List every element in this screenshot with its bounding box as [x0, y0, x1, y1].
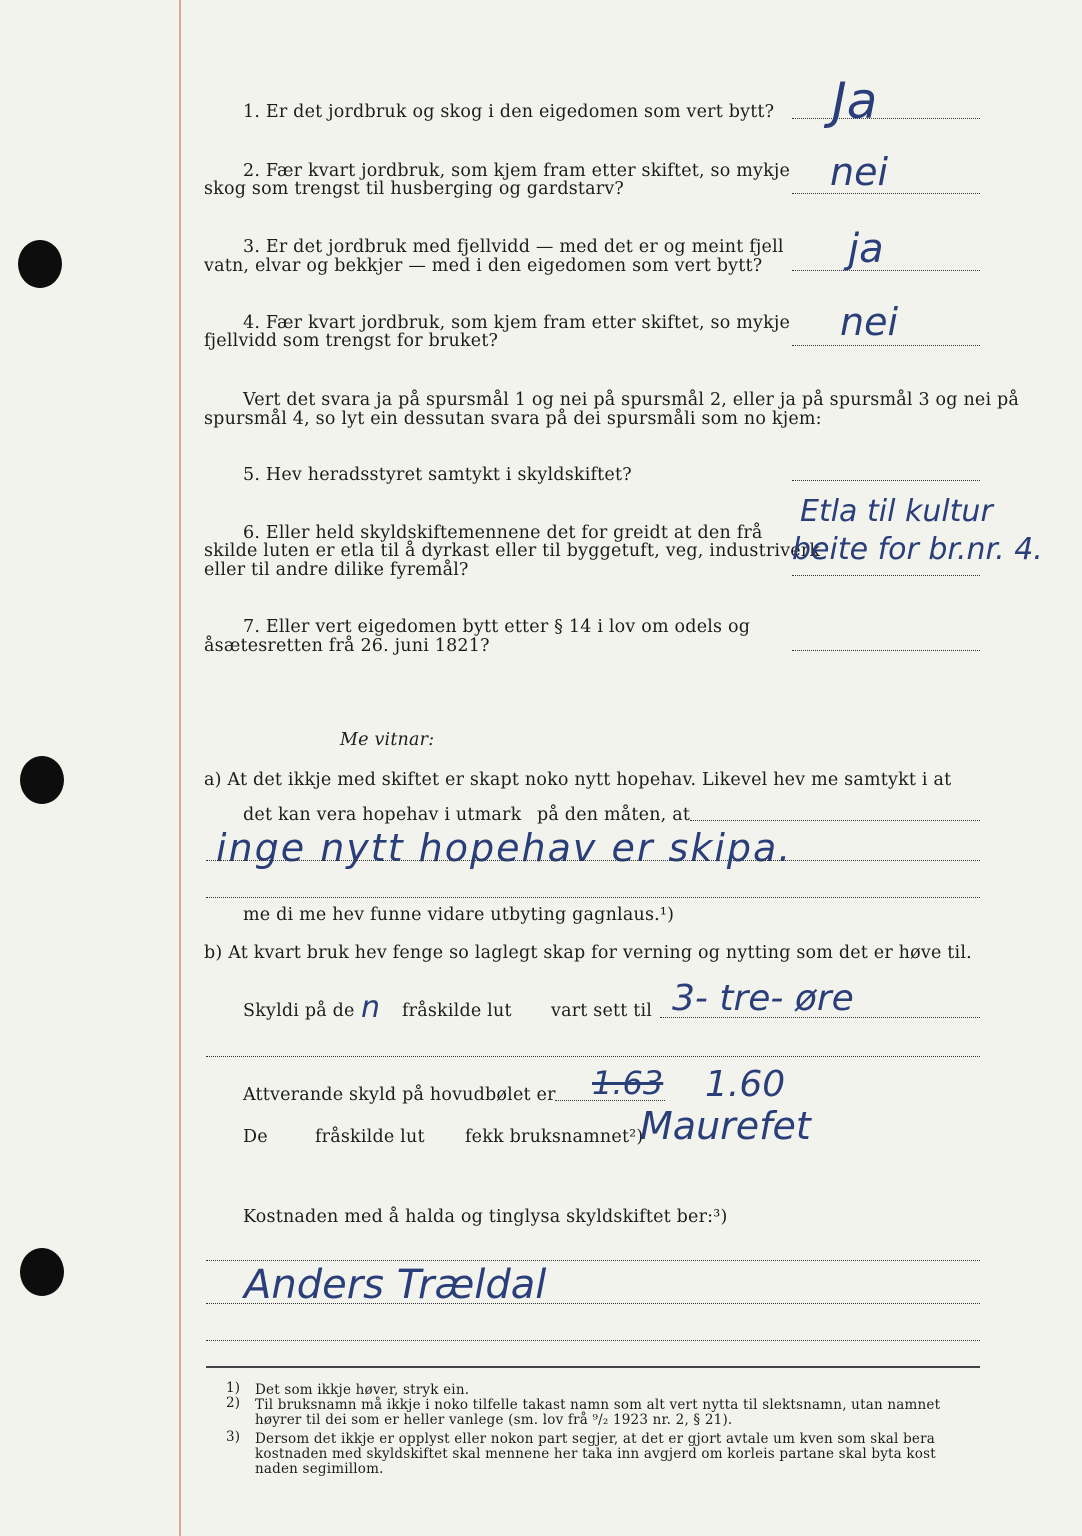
instruction-line-1: Vert det svara ja på spursmål 1 og nei på spursmål 2, eller ja på spursmål 3 og nei på — [243, 390, 1020, 410]
question-6-line-3: eller til andre dilike fyremål? — [204, 560, 469, 580]
punch-hole-bottom — [20, 1248, 64, 1296]
kostnad-label: Kostnaden med å halda og tinglysa skyldskiftet ber:³) — [243, 1207, 728, 1227]
answer-3: ja — [848, 226, 884, 272]
margin-line — [179, 0, 181, 1536]
answer-1: Ja — [832, 72, 878, 130]
punch-hole-middle — [20, 756, 64, 804]
skyld-label: Skyldi på de — [243, 1001, 355, 1021]
skyld-label-3: vart sett til — [551, 1001, 653, 1021]
skyld-handwritten: 3- tre- øre — [672, 978, 854, 1019]
question-2-line-1: 2. Fær kvart jordbruk, som kjem fram etter skiftet, so mykje — [243, 161, 791, 181]
answer-line-7 — [792, 650, 980, 651]
answer-6-line-2: beite for br.nr. 4. — [792, 532, 1043, 567]
kostnad-handwritten: Anders Trældal — [244, 1262, 547, 1308]
kostnad-dotted-3 — [206, 1340, 980, 1341]
footnote-marker-2: 2) — [226, 1395, 241, 1411]
witness-heading: Me vitnar: — [340, 730, 435, 750]
skyld-label-2: fråskilde lut — [402, 1001, 512, 1021]
witness-a-dotted-3 — [206, 897, 980, 898]
witness-a-line-1: a) At det ikkje med skiftet er skapt noko nytt hopehav. Likevel hev me samtykt i at — [204, 770, 952, 790]
witness-a-dotted-2 — [206, 860, 980, 861]
answer-line-1 — [792, 118, 980, 119]
question-3-line-1: 3. Er det jordbruk med fjellvidd — med det er og meint fjell — [243, 237, 784, 257]
footnote-3-line-3: naden segimillom. — [255, 1461, 384, 1477]
answer-4: nei — [840, 300, 899, 344]
witness-b-line-1: b) At kvart bruk hev fenge so laglegt skap for verning og nytting som det er høve til. — [204, 943, 972, 963]
footnote-marker-3: 3) — [226, 1429, 241, 1445]
attverande-handwritten: 1.60 — [705, 1064, 786, 1105]
footnote-3-line-1: Dersom det ikkje er opplyst eller nokon part segjer, at det er gjort avtale um kven som skal bera — [255, 1431, 935, 1447]
question-7-line-1: 7. Eller vert eigedomen bytt etter § 14 i lov om odels og — [243, 617, 751, 637]
witness-a-line-3: me di me hev funne vidare utbyting gagnlaus.¹) — [243, 905, 675, 925]
attverande-label: Attverande skyld på hovudbølet er — [243, 1085, 556, 1105]
footnote-2-line-2: høyrer til dei som er heller vanlege (sm. lov frå ⁹/₂ 1923 nr. 2, § 21). — [255, 1412, 733, 1428]
answer-line-4 — [792, 345, 980, 346]
answer-line-3 — [792, 270, 980, 271]
answer-2: nei — [830, 150, 889, 194]
answer-line-5 — [792, 480, 980, 481]
footnote-2-line-1: Til bruksnamn må ikkje i noko tilfelle takast namn som alt vert nytta til slektsnamn, utan namnet — [255, 1397, 941, 1413]
footnote-marker-1: 1) — [226, 1380, 241, 1396]
bruksnamn-label: fekk bruksnamnet²) — [465, 1127, 644, 1147]
footnote-1: Det som ikkje høver, stryk ein. — [255, 1382, 470, 1398]
attverande-struck-value: 1.63 — [592, 1064, 664, 1102]
witness-a-line-2: det kan vera hopehav i utmark — [243, 805, 522, 825]
de-label: De — [243, 1127, 268, 1147]
kostnad-dotted-2 — [206, 1303, 980, 1304]
witness-a-line-2b: på den måten, at — [537, 805, 691, 825]
question-4-line-1: 4. Fær kvart jordbruk, som kjem fram etter skiftet, so mykje — [243, 313, 791, 333]
kostnad-dotted-1 — [206, 1260, 980, 1261]
question-6-line-2: skilde luten er etla til å dyrkast eller til byggetuft, veg, industriverk — [204, 541, 821, 561]
footnote-separator — [206, 1366, 980, 1368]
question-2-line-2: skog som trengst til husberging og gardstarv? — [204, 179, 625, 199]
question-1: 1. Er det jordbruk og skog i den eigedomen som vert bytt? — [243, 102, 775, 122]
bruksnamn-handwritten: Maurefet — [640, 1104, 811, 1148]
witness-a-handwritten: inge nytt hopehav er skipa. — [216, 826, 793, 870]
skyld-dotted-2 — [206, 1056, 980, 1057]
question-4-line-2: fjellvidd som trengst for bruket? — [204, 331, 499, 351]
witness-a-dotted-1 — [690, 820, 980, 821]
answer-line-6 — [792, 575, 980, 576]
punch-hole-top — [18, 240, 62, 288]
fraskilde-label: fråskilde lut — [315, 1127, 425, 1147]
question-3-line-2: vatn, elvar og bekkjer — med i den eigedomen som vert bytt? — [204, 256, 763, 276]
question-7-line-2: åsætesretten frå 26. juni 1821? — [204, 636, 490, 656]
question-5: 5. Hev heradsstyret samtykt i skyldskiftet? — [243, 465, 632, 485]
question-6-line-1: 6. Eller held skyldskiftemennene det for greidt at den frå — [243, 523, 763, 543]
answer-6-line-1: Etla til kultur — [800, 494, 993, 529]
footnote-3-line-2: kostnaden med skyldskiftet skal mennene her taka inn avgjerd om korleis partane skal byta kost — [255, 1446, 936, 1462]
skyld-handwritten-n: n — [361, 990, 381, 1025]
instruction-line-2: spursmål 4, so lyt ein dessutan svara på dei spursmåli som no kjem: — [204, 409, 822, 429]
